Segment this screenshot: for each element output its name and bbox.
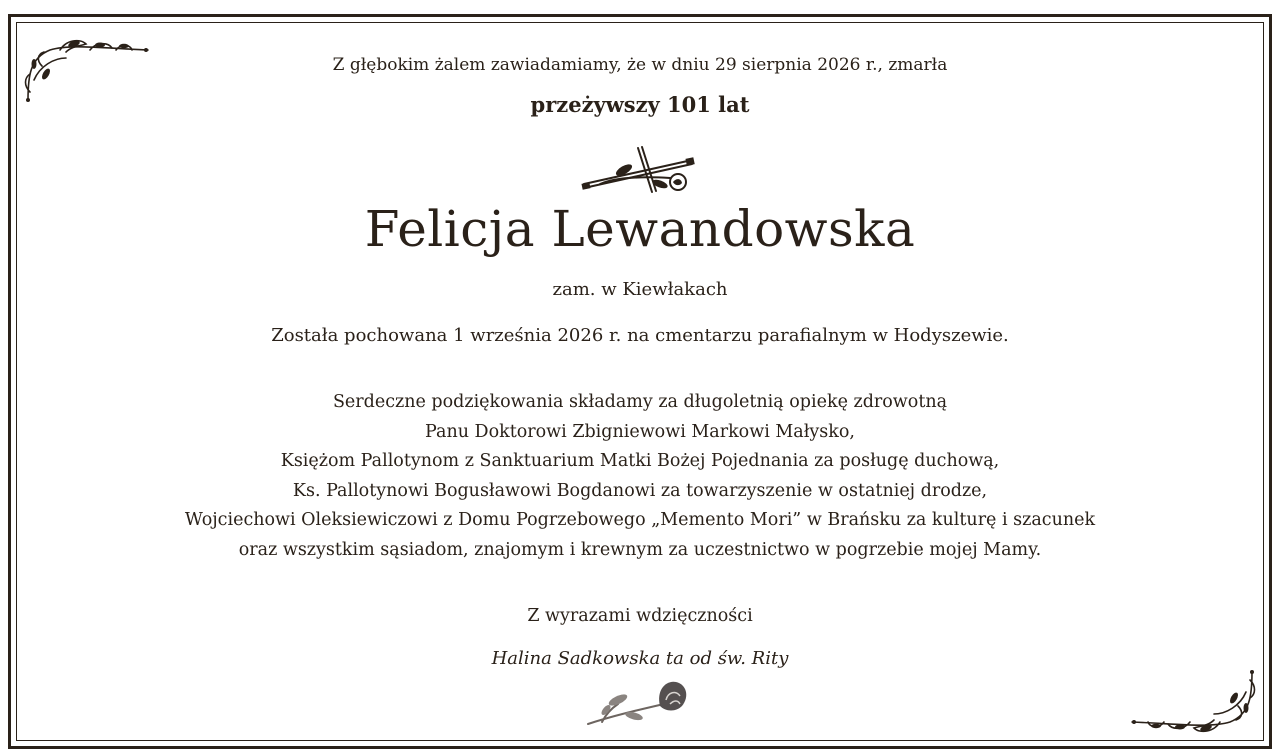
intro-text: Z głębokim żalem zawiadamiamy, że w dniu 29 sierpnia 2026 r., zmarła	[332, 55, 948, 75]
deceased-name: Felicja Lewandowska	[364, 200, 916, 258]
acknowledgement-line: Ks. Pallotynowi Bogusławowi Bogdanowi za towarzyszenie w ostatniej drodze,	[292, 480, 988, 501]
burial-text: Została pochowana 1 września 2026 r. na cmentarzu parafialnym w Hodyszewie.	[271, 325, 1009, 346]
acknowledgement-line: Panu Doktorowi Zbigniewowi Markowi Małysko,	[425, 421, 855, 442]
floral-corner-bottom-right-icon	[1128, 668, 1260, 740]
signature-text: Halina Sadkowska ta od św. Rity	[491, 648, 789, 669]
acknowledgement-line: oraz wszystkim sąsiadom, znajomym i krewnym za uczestnictwo w pogrzebie mojej Mamy.	[238, 539, 1042, 560]
age-text: przeżywszy 101 lat	[530, 92, 750, 117]
cross-with-rose-icon	[580, 144, 702, 202]
acknowledgement-line: Księżom Pallotynom z Sanktuarium Matki Bożej Pojednania za posługę duchową,	[280, 451, 1000, 471]
residence-text: zam. w Kiewłakach	[552, 279, 728, 300]
rose-icon	[582, 676, 694, 732]
closing-text: Z wyrazami wdzięczności	[527, 606, 753, 626]
acknowledgements	[0, 388, 1280, 565]
inner-border	[16, 22, 1264, 741]
acknowledgement-line: Wojciechowi Oleksiewiczowi z Domu Pogrzebowego „Memento Mori” w Brańsku za kulturę i szacunek	[184, 510, 1096, 530]
acknowledgement-line: Serdeczne podziękowania składamy za długoletnią opiekę zdrowotną	[332, 392, 948, 412]
